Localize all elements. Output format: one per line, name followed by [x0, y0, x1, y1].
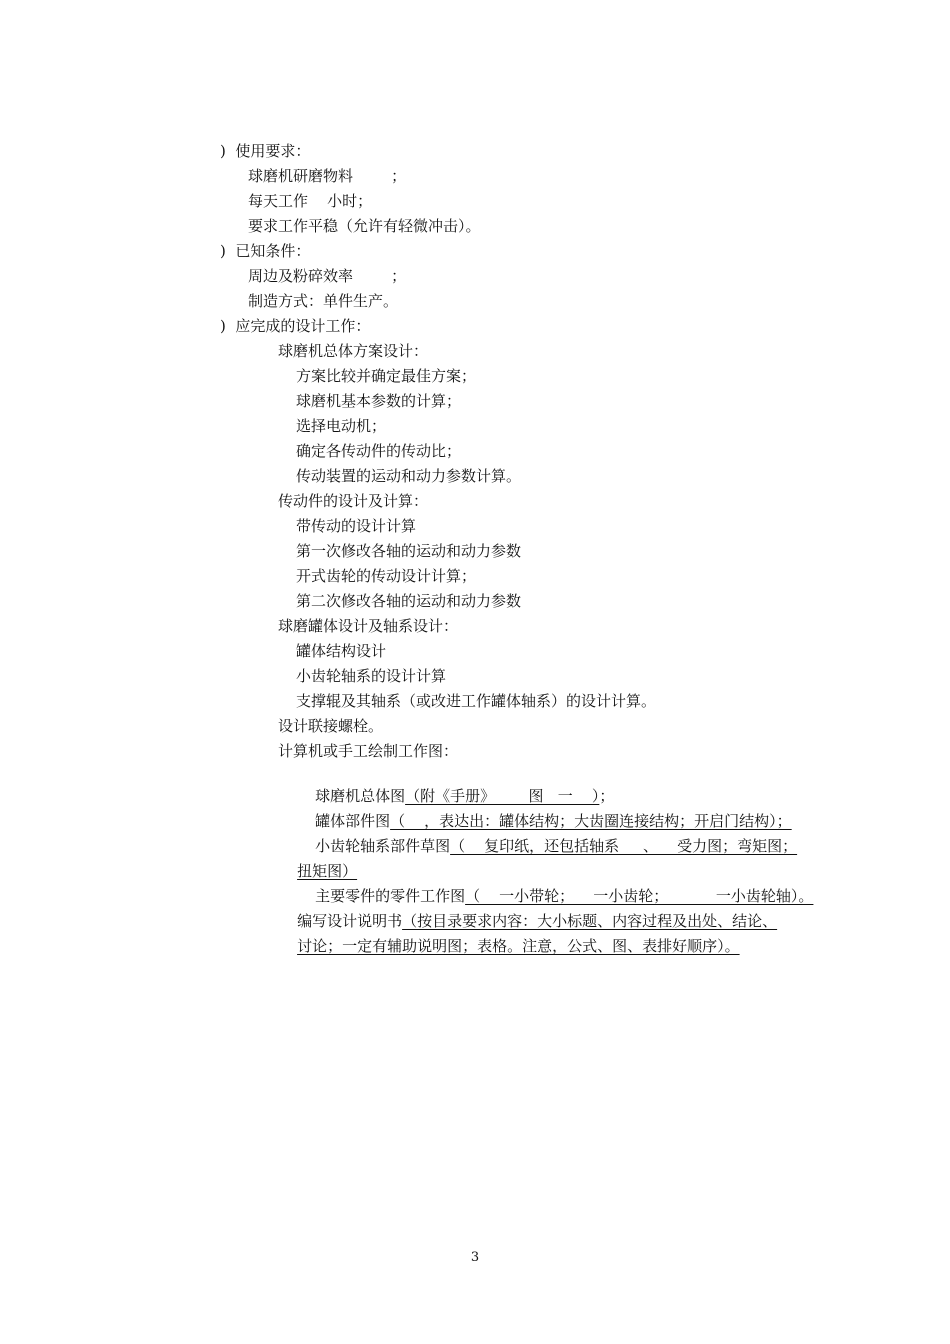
section-item: 第一次修改各轴的运动和动力参数 [296, 542, 522, 560]
drawing-detail: （附《手册》 图 一 ） [405, 787, 600, 805]
known-heading: ) 已知条件： [220, 242, 311, 260]
drawing-detail-cont: 扭矩图） [297, 862, 358, 880]
page-number: 3 [470, 1250, 480, 1265]
drawing-label: 小齿轮轴系部件草图 [315, 837, 451, 855]
section-title [278, 891, 778, 930]
section-title: 设计联接螺栓。 [278, 717, 384, 735]
known-item: 周边及粉碎效率 ； [248, 267, 407, 285]
section-item: 罐体结构设计 [296, 642, 387, 660]
section-continuation [278, 916, 740, 955]
drawing-item [296, 866, 814, 905]
drawing-continuation [278, 841, 358, 880]
drawing-item [296, 766, 615, 805]
drawing-label: 球磨机总体图 [315, 787, 406, 805]
section-item: 方案比较并确定最佳方案； [296, 367, 477, 385]
section-item: 选择电动机； [296, 417, 387, 435]
section-item: 第二次修改各轴的运动和动力参数 [296, 592, 522, 610]
section-item: 确定各传动件的传动比； [296, 442, 462, 460]
drawing-detail: （ 一小带轮； 一小齿轮； 一小齿轮轴）。 [465, 887, 814, 905]
section-item: 开式齿轮的传动设计计算； [296, 567, 477, 585]
section-detail: （按目录要求内容：大小标题、内容过程及出处、结论、 [402, 912, 778, 930]
section-detail-cont: 讨论；一定有辅助说明图；表格。注意，公式、图、表排好顺序）。 [297, 937, 740, 955]
usage-item: 每天工作 小时； [248, 192, 373, 210]
section-item: 带传动的设计计算 [296, 517, 417, 535]
known-item: 制造方式：单件生产。 [248, 292, 399, 310]
section-title: 传动件的设计及计算： [278, 492, 429, 510]
drawing-detail: （ 复印纸，还包括轴系 、 受力图；弯矩图； [450, 837, 798, 855]
section-label: 编写设计说明书 [297, 912, 403, 930]
section-item: 支撑辊及其轴系（或改进工作罐体轴系）的设计计算。 [296, 692, 657, 710]
drawing-item [296, 816, 798, 855]
drawing-label: 主要零件的零件工作图 [315, 887, 466, 905]
section-item: 小齿轮轴系的设计计算 [296, 667, 447, 685]
section-title: 球磨罐体设计及轴系设计： [278, 617, 459, 635]
drawing-end: ； [599, 787, 615, 805]
usage-item: 球磨机研磨物料 ； [248, 167, 407, 185]
drawing-label: 罐体部件图 [315, 812, 391, 830]
section-title: 计算机或手工绘制工作图： [278, 742, 459, 760]
usage-item: 要求工作平稳（允许有轻微冲击）。 [248, 217, 481, 235]
section-item: 球磨机基本参数的计算； [296, 392, 462, 410]
section-title: 球磨机总体方案设计： [278, 342, 429, 360]
tasks-heading: ) 应完成的设计工作： [220, 317, 371, 335]
drawing-item [296, 791, 792, 830]
drawing-detail: （ ，表达出：罐体结构；大齿圈连接结构；开启门结构）； [390, 812, 792, 830]
usage-heading: ) 使用要求： [220, 142, 311, 160]
section-item: 传动装置的运动和动力参数计算。 [296, 467, 522, 485]
